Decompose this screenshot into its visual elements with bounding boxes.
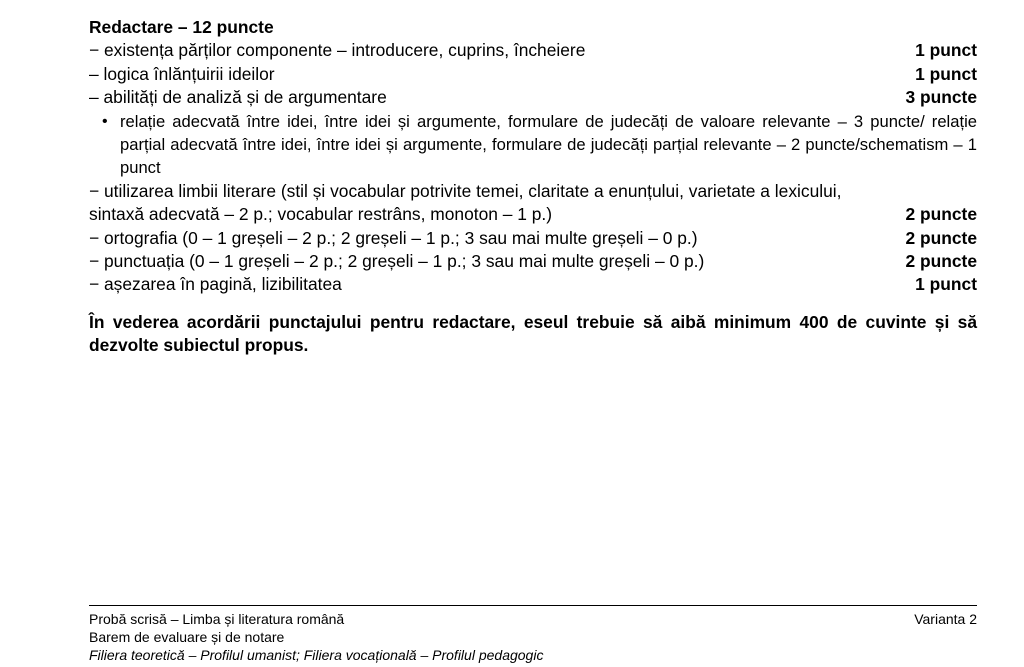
criterion-label: − ortografia (0 – 1 greșeli – 2 p.; 2 greșeli – 1 p.; 3 sau mai multe greșeli – 0 p.) <box>89 227 698 248</box>
language-criterion-line1: − utilizarea limbii literare (stil și vocabular potrivite temei, claritate a enunțului, varietate a lexicului, <box>89 180 842 201</box>
bullet-text: relație adecvată între idei, între idei și argumente, formulare de judecăți de valoare relevante – 3 puncte/ relație parțial adecvată între idei, între idei și argumente, formulare de judecăți parțial relevante – 2 puncte/schematism – 1 punct <box>120 111 977 178</box>
criterion-row <box>89 227 977 250</box>
footer-profile: Filiera teoretică – Profilul umanist; Filiera vocațională – Profilul pedagogic <box>89 647 544 663</box>
footer-exam-title: Probă scrisă – Limba și literatura română <box>89 611 345 627</box>
scoring-section <box>89 16 977 358</box>
criterion-label: – logica înlănțuirii ideilor <box>89 63 275 84</box>
criterion-points: 2 puncte <box>905 251 977 272</box>
criterion-label: − punctuația (0 – 1 greșeli – 2 p.; 2 greșeli – 1 p.; 3 sau mai multe greșeli – 0 p.) <box>89 251 705 272</box>
criterion-points: 1 punct <box>915 63 977 84</box>
criterion-row <box>89 86 977 109</box>
criterion-row <box>89 203 977 226</box>
footer-document-type: Barem de evaluare și de notare <box>89 629 285 645</box>
criterion-label: − așezarea în pagină, lizibilitatea <box>89 274 342 295</box>
criterion-label: – abilități de analiză și de argumentare <box>89 87 387 108</box>
criterion-row <box>89 63 977 86</box>
footer-row <box>89 610 977 628</box>
section-heading: Redactare – 12 puncte <box>89 17 274 37</box>
criterion-row <box>89 39 977 62</box>
criterion-points: 3 puncte <box>905 87 977 108</box>
word-count-note: În vederea acordării punctajului pentru redactare, eseul trebuie să aibă minimum 400 de cuvinte și să dezvolte subiectul propus. <box>89 311 977 356</box>
criterion-row <box>89 273 977 296</box>
criterion-points: 2 puncte <box>905 227 977 248</box>
criterion-points: 1 punct <box>915 274 977 295</box>
bullet-icon: • <box>102 112 108 130</box>
criterion-label: sintaxă adecvată – 2 p.; vocabular restrâns, monoton – 1 p.) <box>89 204 553 225</box>
criterion-label: − existența părților componente – introducere, cuprins, încheiere <box>89 40 586 61</box>
criterion-points: 2 puncte <box>905 204 977 225</box>
criterion-row <box>89 250 977 273</box>
footer-variant: Varianta 2 <box>914 611 977 627</box>
page-footer <box>89 605 977 664</box>
criterion-points: 1 punct <box>915 40 977 61</box>
sub-criterion-bullet <box>89 110 977 180</box>
